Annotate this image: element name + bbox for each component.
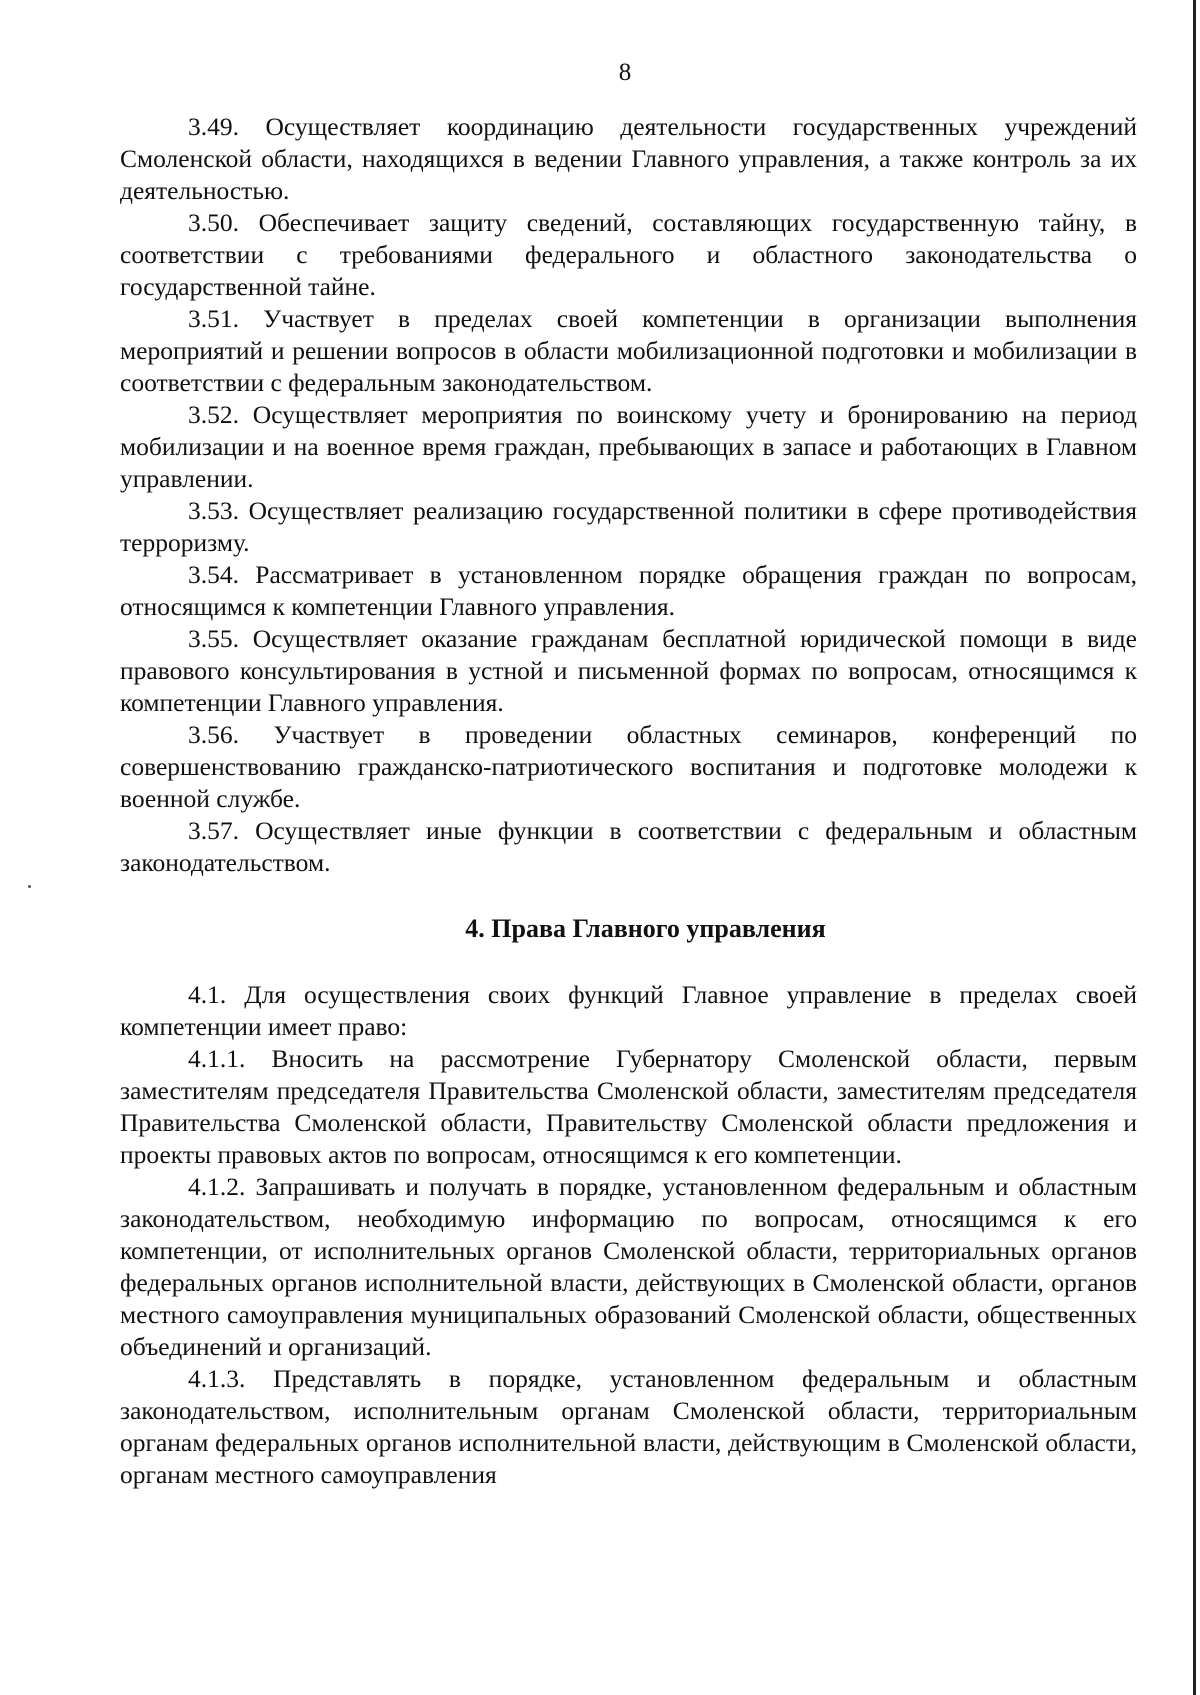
document-body bbox=[120, 111, 1137, 1491]
section-heading: 4. Права Главного управления bbox=[465, 914, 826, 943]
paragraph-3-56: 3.56. Участвует в проведении областных семинаров, конференций по совершенствованию гражданско-патриотического воспитания и подготовке молодежи к военной службе. bbox=[120, 720, 1137, 813]
paragraph-4-1-3: 4.1.3. Представлять в порядке, установленном федеральным и областным законодательством, исполнительным органам Смоленской области, территориальным органам федеральных органов исполнительной власти, действующим в Смоленской области, органам местного самоуправления bbox=[120, 1364, 1137, 1489]
paragraph-4-1-1: 4.1.1. Вносить на рассмотрение Губернатору Смоленской области, первым заместителям председателя Правительства Смоленской области, заместителям председателя Правительства Смоленской области, Правительству Смоленской области предложения и проекты правовых актов по вопросам, относящимся к его компетенции. bbox=[120, 1044, 1137, 1169]
paragraph-3-49: 3.49. Осуществляет координацию деятельности государственных учреждений Смоленской области, находящихся в ведении Главного управления, а также контроль за их деятельностью. bbox=[120, 112, 1137, 205]
scan-speck bbox=[28, 885, 31, 888]
paragraph-3-50: 3.50. Обеспечивает защиту сведений, составляющих государственную тайну, в соответствии с требованиями федерального и областного законодательства о государственной тайне. bbox=[120, 208, 1137, 301]
page-number: 8 bbox=[618, 59, 632, 86]
paragraph-3-55: 3.55. Осуществляет оказание гражданам бесплатной юридической помощи в виде правового консультирования в устной и письменной формах по вопросам, относящимся к компетенции Главного управления. bbox=[120, 624, 1137, 717]
paragraph-3-53: 3.53. Осуществляет реализацию государственной политики в сфере противодействия терроризму. bbox=[120, 496, 1137, 557]
paragraph-3-52: 3.52. Осуществляет мероприятия по воинскому учету и бронированию на период мобилизации и на военное время граждан, пребывающих в запасе и работающих в Главном управлении. bbox=[120, 400, 1137, 493]
paragraph-3-51: 3.51. Участвует в пределах своей компетенции в организации выполнения мероприятий и решении вопросов в области мобилизационной подготовки и мобилизации в соответствии с федеральным законодательством. bbox=[120, 304, 1137, 397]
paragraph-3-54: 3.54. Рассматривает в установленном порядке обращения граждан по вопросам, относящимся к компетенции Главного управления. bbox=[120, 560, 1137, 621]
scan-edge-line bbox=[1193, 0, 1196, 1695]
paragraph-4-1-2: 4.1.2. Запрашивать и получать в порядке, установленном федеральным и областным законодательством, необходимую информацию по вопросам, относящимся к его компетенции, от исполнительных органов Смоленской области, территориальных органов федеральных органов исполнительной власти, действующих в Смоленской области, органов местного самоуправления муниципальных образований Смоленской области, общественных объединений и организаций. bbox=[120, 1172, 1137, 1361]
paragraph-3-57: 3.57. Осуществляет иные функции в соответствии с федеральным и областным законодательством. bbox=[120, 816, 1137, 877]
paragraph-4-1: 4.1. Для осуществления своих функций Главное управление в пределах своей компетенции имеет право: bbox=[120, 980, 1137, 1041]
